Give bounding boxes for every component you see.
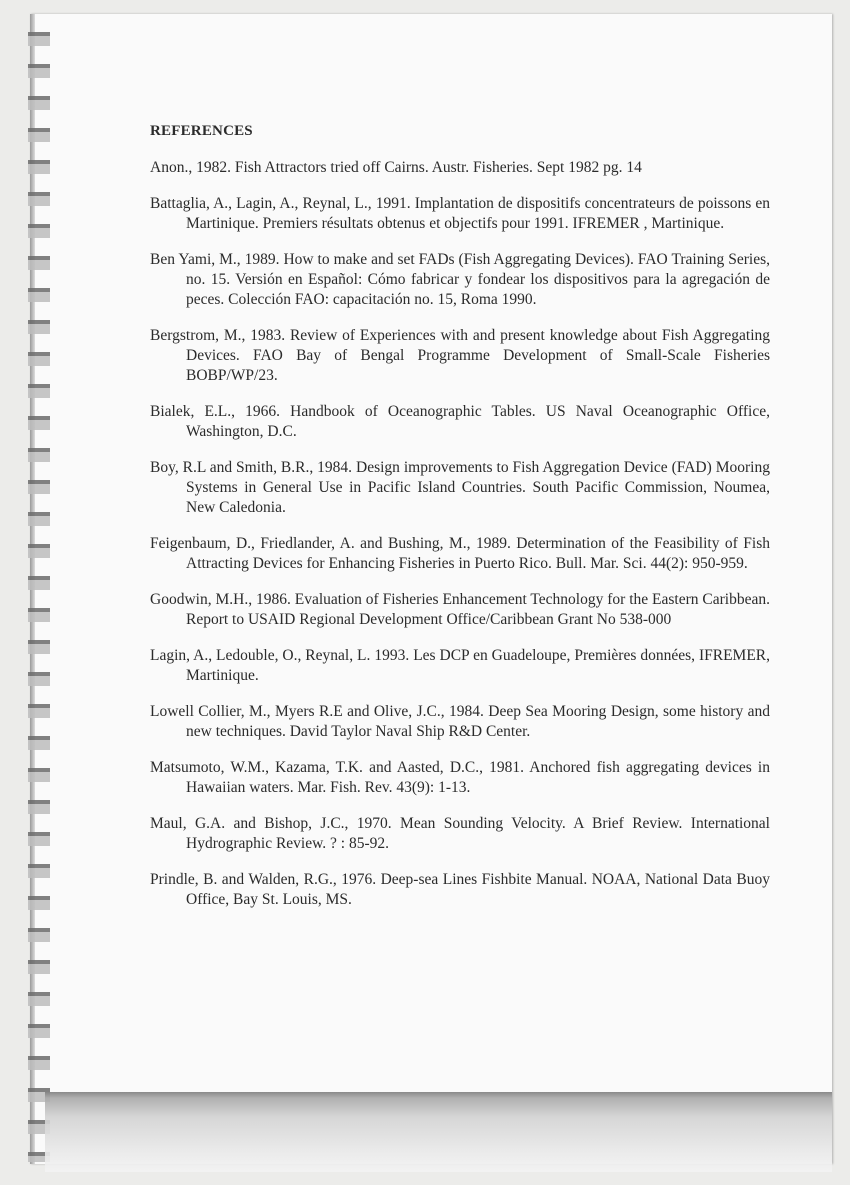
reference-item: Maul, G.A. and Bishop, J.C., 1970. Mean Sounding Velocity. A Brief Review. International Hydrographic Review. ? : 85-92. bbox=[150, 815, 770, 852]
reference-item: Feigenbaum, D., Friedlander, A. and Bushing, M., 1989. Determination of the Feasibility of Fish Attracting Devices for Enhancing Fisheries in Puerto Rico. Bull. Mar. Sci. 44(2): 950-959. bbox=[150, 535, 770, 572]
reference-item: Lagin, A., Ledouble, O., Reynal, L. 1993. Les DCP en Guadeloupe, Premières données, IFREMER, Martinique. bbox=[150, 647, 770, 684]
reference-item: Matsumoto, W.M., Kazama, T.K. and Aasted, D.C., 1981. Anchored fish aggregating devices in Hawaiian waters. Mar. Fish. Rev. 43(9): 1-13. bbox=[150, 759, 770, 796]
scan-shadow bbox=[45, 1092, 832, 1172]
reference-list bbox=[150, 158, 770, 910]
references-heading: REFERENCES bbox=[150, 123, 253, 139]
spiral-binding bbox=[28, 22, 50, 1162]
reference-item: Lowell Collier, M., Myers R.E and Olive, J.C., 1984. Deep Sea Mooring Design, some history and new techniques. David Taylor Naval Ship R&D Center. bbox=[150, 703, 770, 740]
reference-item: Prindle, B. and Walden, R.G., 1976. Deep-sea Lines Fishbite Manual. NOAA, National Data Buoy Office, Bay St. Louis, MS. bbox=[150, 871, 770, 908]
reference-item: Bialek, E.L., 1966. Handbook of Oceanographic Tables. US Naval Oceanographic Office, Washington, D.C. bbox=[150, 403, 770, 440]
reference-item: Boy, R.L and Smith, B.R., 1984. Design improvements to Fish Aggregation Device (FAD) Mooring Systems in General Use in Pacific Island Countries. South Pacific Commission, Noumea, New Caledonia. bbox=[150, 459, 770, 516]
reference-item: Bergstrom, M., 1983. Review of Experiences with and present knowledge about Fish Aggregating Devices. FAO Bay of Bengal Programme Development of Small-Scale Fisheries BOBP/WP/23. bbox=[150, 327, 770, 384]
reference-item: Anon., 1982. Fish Attractors tried off Cairns. Austr. Fisheries. Sept 1982 pg. 14 bbox=[150, 159, 642, 176]
reference-item: Goodwin, M.H., 1986. Evaluation of Fisheries Enhancement Technology for the Eastern Caribbean. Report to USAID Regional Development Office/Caribbean Grant No 538-000 bbox=[150, 591, 770, 628]
references-section bbox=[150, 123, 770, 926]
reference-item: Ben Yami, M., 1989. How to make and set FADs (Fish Aggregating Devices). FAO Training Series, no. 15. Versión en Español: Cómo fabricar y fondear los dispositivos para la agregación de peces. Colección FAO: capacitación no. 15, Roma 1990. bbox=[150, 251, 770, 308]
reference-item: Battaglia, A., Lagin, A., Reynal, L., 1991. Implantation de dispositifs concentrateurs de poissons en Martinique. Premiers résultats obtenus et objectifs pour 1991. IFREMER , Martinique. bbox=[150, 195, 770, 232]
